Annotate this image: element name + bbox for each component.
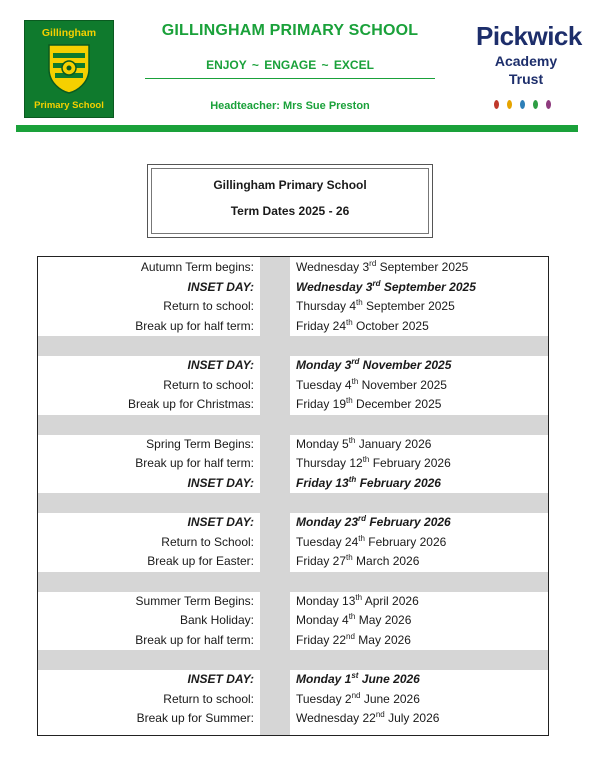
school-name: GILLINGHAM PRIMARY SCHOOL [161,22,419,39]
event-label: INSET DAY: [187,672,254,686]
date-month-year: April 2026 [362,593,419,608]
event-label: Return to school: [163,299,254,313]
school-motto: ENJOY ~ ENGAGE ~ EXCEL [206,58,374,72]
term-dates-table [37,256,549,736]
date-month-year: February 2026 [356,475,441,490]
event-date [296,611,546,630]
date-ordinal: th [348,435,356,445]
date-day: Wednesday 3 [296,260,370,274]
event-date [296,709,546,728]
event-date [296,376,546,395]
date-row [38,317,548,336]
date-row [38,592,548,611]
date-row [38,376,548,395]
event-date [296,297,546,316]
date-month-year: September 2025 [362,299,455,313]
date-day: Monday 13 [296,593,356,608]
date-day: Friday 24 [296,318,347,333]
date-month-year: February 2026 [364,534,447,549]
event-date [296,670,546,689]
date-day: Thursday 4 [296,299,357,313]
trust-logo [476,21,582,88]
date-row [38,670,548,689]
group-separator [38,572,548,592]
trust-dot-icon [520,100,525,109]
trust-subtitle: Academy Trust [494,53,558,87]
date-day: Friday 27 [296,554,347,568]
date-row [38,297,548,316]
date-month-year: December 2025 [352,397,442,411]
event-date [296,435,546,454]
date-ordinal: rd [358,514,367,523]
date-month-year: September 2025 [376,260,469,274]
event-label: Return to school: [163,691,254,706]
date-row [38,474,548,493]
date-ordinal: th [355,592,363,602]
date-month-year: June 2026 [360,691,420,706]
group-separator [38,415,548,435]
date-day: Tuesday 4 [296,377,352,392]
date-month-year: November 2025 [358,377,447,392]
title-box [147,164,433,238]
trust-dots-decoration [494,100,560,110]
date-ordinal: th [348,612,356,621]
crest-bottom-text: Primary School [34,100,104,111]
event-date [296,552,546,571]
date-row [38,513,548,532]
event-label: INSET DAY: [187,279,254,294]
date-month-year: January 2026 [355,436,432,451]
event-label: Break up for half term: [135,456,254,470]
date-ordinal: nd [346,631,355,641]
group-separator [38,336,548,356]
trust-dot-icon [507,100,512,109]
date-month-year: November 2025 [359,358,452,372]
event-date [296,454,546,473]
date-row [38,552,548,571]
event-label: Break up for Christmas: [127,397,254,411]
date-ordinal: th [346,553,353,562]
date-row [38,454,548,473]
event-label: INSET DAY: [187,475,254,490]
date-row [38,395,548,414]
event-label: Return to School: [161,534,254,549]
event-label: Spring Term Begins: [146,436,254,451]
school-crest-logo [24,20,114,118]
trust-dot-icon [533,100,538,109]
date-month-year: March 2026 [352,554,420,568]
date-row [38,690,548,709]
event-label: Break up for Summer: [136,711,254,725]
document-subtitle: Term Dates 2025 - 26 [230,204,350,218]
crest-top-text: Gillingham [41,27,97,39]
date-day: Tuesday 2 [296,691,352,706]
event-date [296,474,546,493]
date-month-year: September 2025 [380,279,476,294]
date-row [38,709,548,728]
event-date [296,395,546,414]
event-date [296,592,546,611]
date-ordinal: th [356,298,363,307]
event-label: Break up for half term: [135,632,254,647]
event-date [296,317,546,336]
date-month-year: July 2026 [384,711,440,725]
date-ordinal: th [346,317,353,327]
date-row [38,258,548,277]
date-day: Friday 22 [296,632,347,647]
date-row [38,611,548,630]
date-day: Wednesday 3 [296,279,373,294]
date-month-year: June 2026 [358,672,420,686]
event-date [296,690,546,709]
headteacher-line: Headteacher: Mrs Sue Preston [210,100,370,112]
date-ordinal: st [351,671,359,680]
date-ordinal: th [358,533,365,543]
date-ordinal: th [348,474,357,484]
date-ordinal: rd [369,259,377,268]
event-label: Bank Holiday: [179,613,254,627]
date-day: Tuesday 24 [296,534,359,549]
date-month-year: February 2026 [369,456,451,470]
event-label: Return to school: [163,377,254,392]
event-date [296,356,546,375]
event-label: Break up for half term: [135,318,254,333]
date-day: Monday 23 [296,515,359,529]
document-title: Gillingham Primary School [213,178,367,192]
event-date [296,631,546,650]
date-ordinal: th [346,396,353,405]
date-ordinal: rd [372,278,381,288]
event-label: Autumn Term begins: [140,260,254,274]
event-date [296,513,546,532]
date-day: Monday 4 [296,613,349,627]
date-row [38,631,548,650]
event-label: INSET DAY: [187,515,254,529]
date-month-year: February 2026 [366,515,451,529]
date-day: Wednesday 22 [296,711,376,725]
date-day: Monday 5 [296,436,349,451]
event-date [296,278,546,297]
trust-dot-icon [494,100,499,109]
date-row [38,356,548,375]
date-row [38,533,548,552]
event-label: Summer Term Begins: [135,593,254,608]
date-day: Friday 19 [296,397,347,411]
date-ordinal: nd [375,710,385,719]
event-label: Break up for Easter: [147,554,254,568]
date-ordinal: nd [351,690,361,700]
date-day: Friday 13 [296,475,349,490]
event-date [296,258,546,277]
date-day: Thursday 12 [296,456,363,470]
motto-divider [145,78,435,79]
date-month-year: October 2025 [352,318,429,333]
event-label: INSET DAY: [187,358,254,372]
trust-dot-icon [546,100,551,109]
date-ordinal: th [362,455,370,464]
date-row [38,435,548,454]
crest-shield-icon [47,43,91,95]
date-month-year: May 2026 [355,613,412,627]
date-day: Monday 1 [296,672,352,686]
group-separator [38,493,548,513]
date-day: Monday 3 [296,358,352,372]
trust-name: Pickwick [476,21,582,51]
date-ordinal: th [351,376,359,386]
date-month-year: May 2026 [354,632,411,647]
header-divider-bar [16,125,578,132]
event-date [296,533,546,552]
group-separator [38,650,548,670]
date-ordinal: rd [351,357,360,366]
date-row [38,278,548,297]
